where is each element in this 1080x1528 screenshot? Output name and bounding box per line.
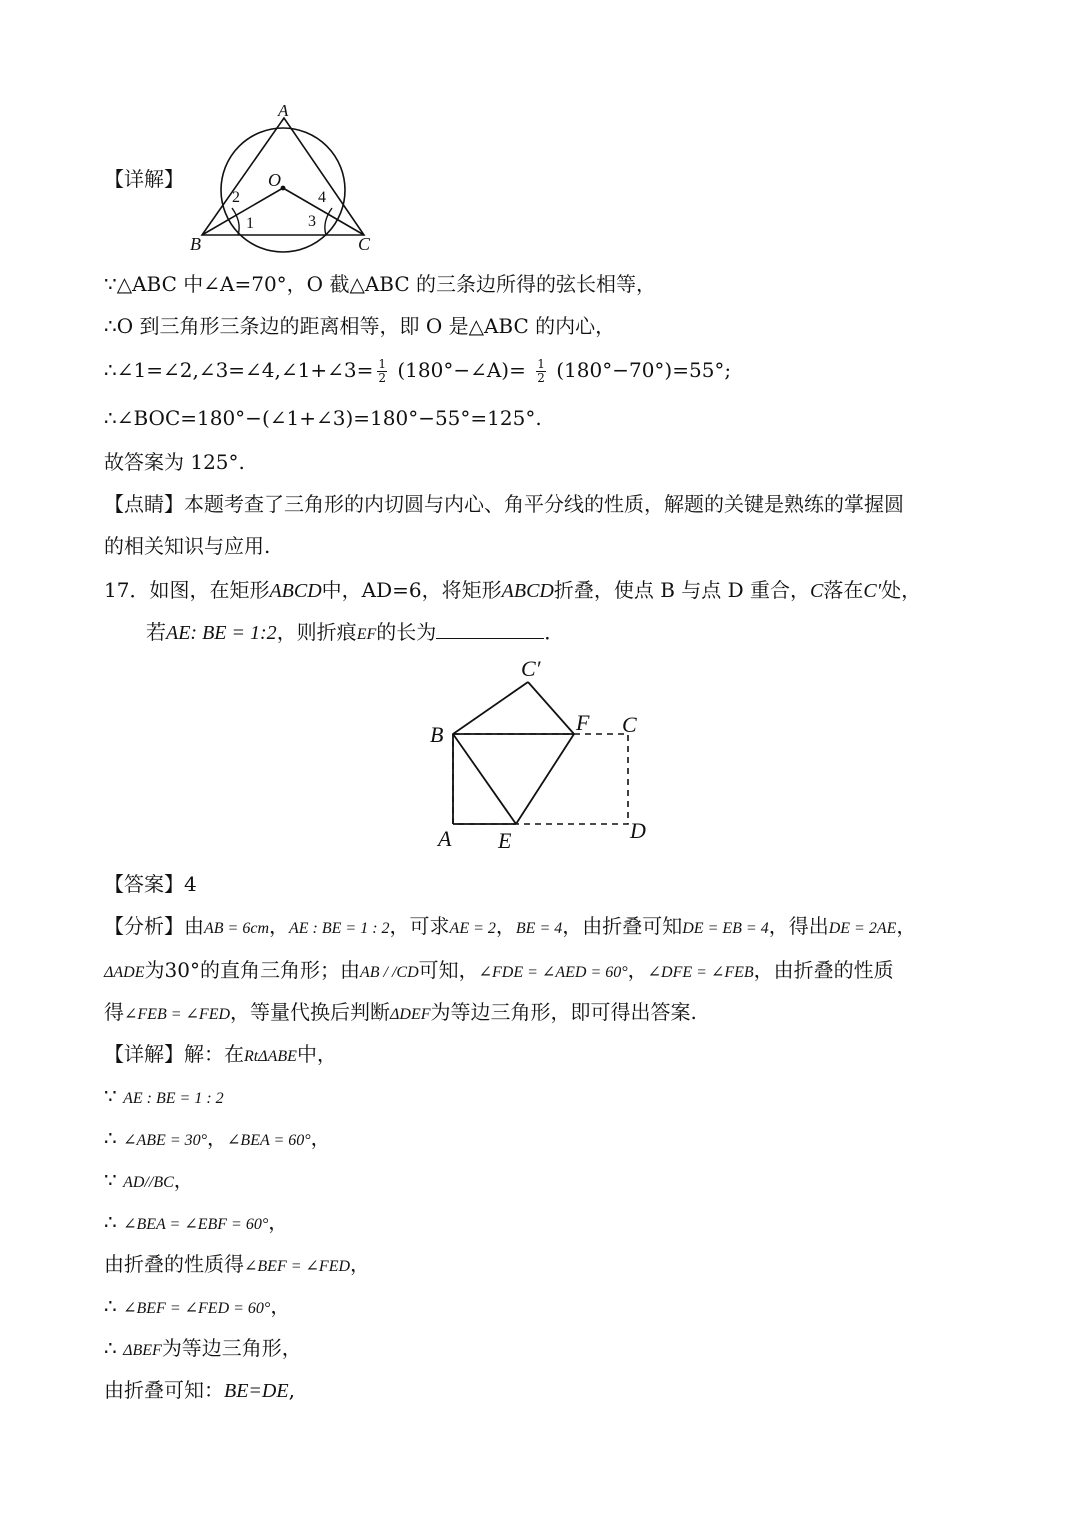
label-c: C [358, 234, 371, 254]
angle-sum-part-a: ∴∠1=∠2,∠3=∠4,∠1+∠3= [104, 358, 374, 382]
angle-sum-part-b: (180°−∠A)= [397, 358, 526, 382]
segment-cpf [528, 682, 574, 734]
comment-line-1 [104, 490, 904, 518]
ratio-ae-be: AE: BE = 1:2 [166, 622, 277, 644]
folded-rectangle-figure [426, 654, 666, 854]
answer-label: 【答案】 [104, 872, 184, 896]
label-c-fig17: C [622, 712, 637, 737]
label-d: D [630, 818, 646, 843]
label-e: E [498, 828, 512, 853]
line-angle-sum [104, 356, 731, 385]
line-answer-16: 故答案为 125°. [104, 450, 245, 474]
rectangle-dashed-part [453, 734, 628, 824]
triangle-abc [202, 118, 364, 235]
line-incenter: ∴O 到三角形三条边的距离相等，即 O 是△ABC 的内心， [104, 314, 616, 338]
answer-value: 4 [184, 872, 197, 896]
fold-ef [516, 734, 574, 824]
segment-bcp [453, 682, 528, 734]
label-angle-1: 1 [246, 215, 254, 232]
fraction-half-2: $\frac{1}{2}$ [537, 357, 545, 385]
question-17-line-1: 17．如图，在矩形ABCD中，AD=6，将矩形ABCD折叠，使点 B 与点 D 重合，C落在C′处， [104, 578, 922, 602]
comment-label: 【点睛】 [104, 492, 184, 516]
solution-line-5: ∴ ∠BEA = ∠EBF = 60°， [104, 1210, 289, 1234]
line-boc: ∴∠BOC=180°−(∠1+∠3)=180°−55°=125°. [104, 406, 542, 430]
label-a-fig17: A [438, 826, 452, 851]
answer-blank[interactable] [436, 618, 544, 639]
solution-label: 【详解】 [104, 1042, 184, 1066]
fraction-half-1: $\frac{1}{2}$ [378, 357, 387, 385]
solution-line-7: ∴ ∠BEF = ∠FED = 60°， [104, 1294, 291, 1318]
label-b-fig17: B [430, 722, 444, 747]
solution-line-4: ∵ AD//BC， [104, 1168, 194, 1192]
line-given: ∵△ABC 中∠A=70°，O 截△ABC 的三条边所得的弦长相等， [104, 272, 656, 296]
question-number: 17． [104, 578, 150, 602]
label-o: O [268, 170, 281, 190]
detail-label-16: 【详解】 [104, 167, 184, 191]
segment-be [453, 734, 516, 824]
analysis-label: 【分析】 [104, 914, 184, 938]
solution-line-2: ∵ AE : BE = 1 : 2 [104, 1084, 224, 1108]
solution-line-3: ∴ ∠ABE = 30°，∠BEA = 60°， [104, 1126, 331, 1150]
answer-line [104, 870, 197, 898]
solution-line-9: 由折叠可知：BE=DE, [104, 1378, 295, 1402]
segment-ob [202, 188, 283, 235]
circle-triangle-figure [180, 98, 390, 256]
center-o-dot [281, 186, 286, 191]
label-angle-2: 2 [232, 189, 240, 206]
solution-line-1: 【详解】解：在RtΔABE中， [104, 1042, 337, 1066]
label-angle-3: 3 [308, 213, 316, 230]
comment-line-2: 的相关知识与应用. [104, 534, 271, 558]
label-angle-4: 4 [318, 189, 326, 206]
label-b: B [190, 234, 201, 254]
analysis-line-1: 【分析】由AB = 6cm，AE : BE = 1 : 2，可求AE = 2，BE = 4，由折叠可知DE = EB = 4，得出DE = 2AE， [104, 914, 917, 938]
question-17-line-2: 若AE: BE = 1:2，则折痕EF的长为 ． [146, 620, 565, 644]
label-cprime: C′ [521, 656, 541, 681]
comment-text-1: 本题考查了三角形的内切圆与内心、角平分线的性质，解题的关键是熟练的掌握圆 [184, 492, 904, 516]
angle-sum-part-c: (180°−70°)=55°; [556, 358, 732, 382]
solution-line-8: ∴ ΔBEF为等边三角形， [104, 1336, 302, 1360]
label-f: F [576, 710, 590, 735]
solution-line-6: 由折叠的性质得∠BEF = ∠FED， [104, 1252, 371, 1276]
analysis-line-3: 得∠FEB = ∠FED，等量代换后判断ΔDEF为等边三角形，即可得出答案. [104, 1000, 697, 1024]
label-a: A [278, 101, 289, 120]
analysis-line-2: ΔADE为30°的直角三角形；由AB / /CD可知，∠FDE = ∠AED = 60°，∠DFE = ∠FEB，由折叠的性质 [104, 958, 894, 982]
